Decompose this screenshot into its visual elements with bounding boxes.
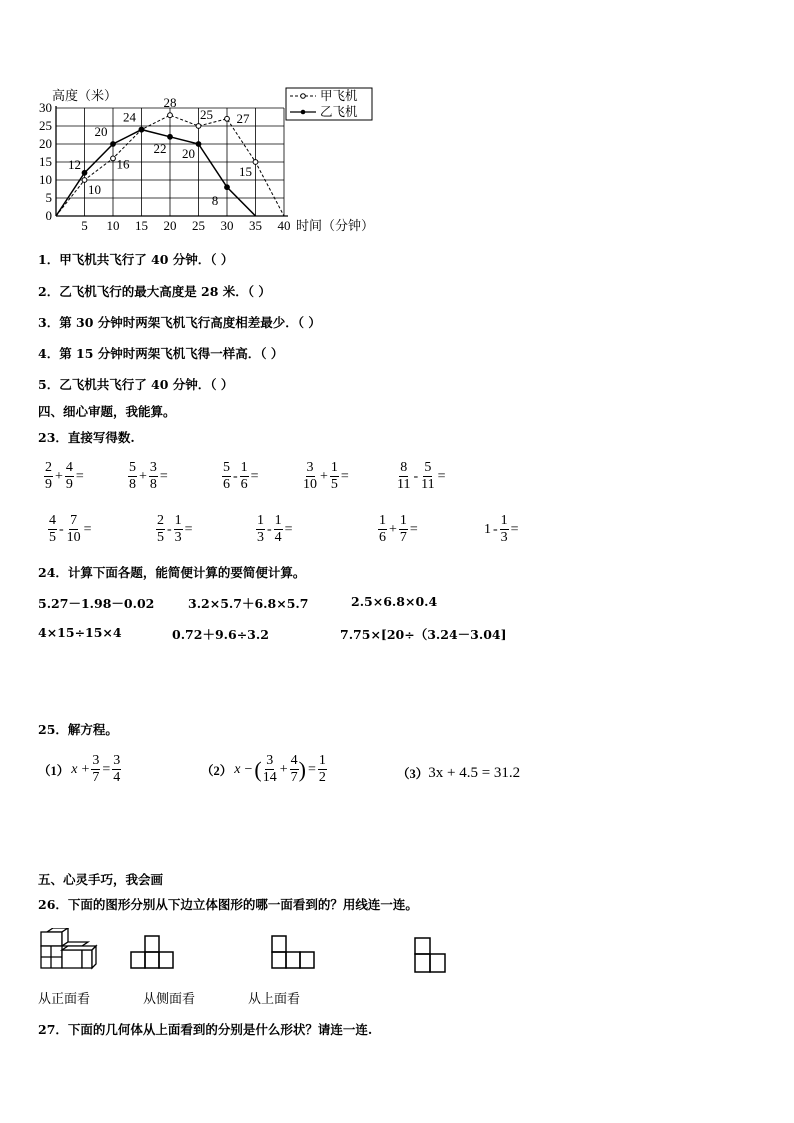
section-5-heading: 五、心灵手巧，我会画: [38, 872, 164, 887]
y-axis-label: 高度（米）: [52, 88, 118, 103]
cube-solid-figure: [38, 928, 100, 974]
series-jia-point: [253, 160, 258, 165]
x-tick-label: 30: [220, 218, 234, 233]
y-tick-label: 30: [39, 100, 52, 115]
question-24: 24．计算下面各题，能简便计算的要简便计算。: [38, 565, 306, 580]
data-label: 10: [88, 182, 101, 197]
y-tick-label: 20: [39, 136, 52, 151]
q23-expression: $\frac{8}{11}$ - $\frac{5}{11}$ =: [397, 460, 446, 492]
q23-expression: $\frac{2}{5}$ - $\frac{1}{3}$ =: [157, 513, 193, 545]
question-26: 26．下面的图形分别从下边立体图形的哪一面看到的？用线连一连。: [38, 897, 418, 912]
q23-expression: $\frac{1}{3}$ - $\frac{1}{4}$ =: [257, 513, 293, 545]
view-shape-b: [270, 934, 320, 972]
data-label: 15: [239, 164, 252, 179]
q23-expression: $\frac{1}{6}$ + $\frac{1}{7}$ =: [379, 513, 418, 545]
q23-expression: 1 - $\frac{1}{3}$ =: [484, 513, 519, 545]
question-25: 25．解方程。: [38, 722, 118, 737]
equation-1: （1） x + $\frac{3}{7}$ = $\frac{3}{4}$: [38, 753, 121, 785]
x-tick-label: 5: [81, 218, 88, 233]
q24-item-2: 3.2×5.7＋6.8×5.7: [188, 596, 309, 611]
view-shape-a: [129, 934, 179, 972]
y-tick-label: 25: [39, 118, 52, 133]
data-label: 16: [116, 156, 130, 172]
data-label: 8: [211, 193, 219, 209]
q23-expression: $\frac{3}{10}$ + $\frac{1}{5}$ =: [303, 460, 349, 492]
chart-grid: [56, 108, 284, 216]
y-tick-label: 15: [39, 154, 52, 169]
chart-legend: [286, 88, 372, 120]
altitude-line-chart: [30, 84, 380, 236]
view-label-front: 从正面看: [38, 992, 91, 1007]
series-jia-point: [196, 124, 201, 129]
x-tick-label: 15: [135, 218, 148, 233]
series-jia-point: [111, 156, 116, 161]
y-tick-label: 0: [45, 208, 52, 223]
x-tick-label: 20: [163, 218, 177, 233]
x-tick-label: 40: [277, 218, 291, 233]
var-x: x: [71, 761, 78, 777]
data-label: 28: [163, 95, 177, 111]
x-axis-label: 时间（分钟）: [296, 218, 375, 233]
series-jia-point: [168, 113, 173, 118]
series-yi-point: [111, 142, 116, 147]
series-yi-point: [168, 134, 173, 139]
judge-item-1: 1．甲飞机共飞行了 40 分钟．（ ）: [38, 252, 234, 267]
q24-item-5: 0.72＋9.6÷3.2: [172, 627, 269, 642]
q24-item-6: 7.75×[20÷（3.24－3.04]: [340, 627, 507, 642]
judge-item-5: 5．乙飞机共飞行了 40 分钟．（ ）: [38, 377, 234, 392]
q23-expression: $\frac{5}{6}$ - $\frac{1}{6}$ =: [223, 460, 259, 492]
series-yi-point: [82, 170, 87, 175]
series-jia-point: [82, 178, 87, 183]
y-tick-label: 5: [45, 190, 52, 205]
data-label: 24: [123, 109, 136, 125]
equation-3-label: （3）: [397, 767, 429, 781]
legend-jia: 甲飞机: [320, 89, 358, 103]
q23-expression: $\frac{5}{8}$ + $\frac{3}{8}$ =: [129, 460, 168, 492]
view-label-side: 从侧面看: [143, 992, 196, 1007]
q24-item-3: 2.5×6.8×0.4: [351, 594, 438, 609]
data-label: 20: [182, 146, 195, 161]
y-tick-label: 10: [39, 172, 52, 187]
series-yi-point: [139, 127, 144, 132]
question-23: 23．直接写得数.: [38, 430, 135, 445]
data-label: 12: [68, 156, 81, 172]
series-yi-point: [225, 185, 230, 190]
section-4-heading: 四、细心审题，我能算。: [38, 404, 176, 419]
series-yi-point: [196, 142, 201, 147]
view-shape-c: [413, 934, 449, 976]
equation-3: （3） 3x + 4.5 = 31.2: [397, 764, 521, 781]
q24-item-1: 5.27－1.98－0.02: [38, 596, 155, 611]
judge-item-4: 4．第 15 分钟时两架飞机飞得一样高．（ ）: [38, 346, 284, 361]
data-label: 20: [94, 124, 108, 139]
q23-expression: $\frac{4}{5}$ - $\frac{7}{10}$ =: [49, 513, 92, 545]
question-27: 27．下面的几何体从上面看到的分别是什么形状？请连一连.: [38, 1022, 373, 1037]
data-label: 25: [200, 107, 213, 122]
x-tick-label: 25: [192, 218, 205, 233]
x-tick-label: 35: [249, 218, 262, 233]
data-label: 22: [153, 140, 167, 156]
series-jia-point: [225, 116, 230, 121]
x-tick-label: 10: [106, 218, 120, 233]
equation-2: （2） x − ( $\frac{3}{14}$ + $\frac{4}{7}$ ) = $\frac{1}{2}$: [201, 753, 326, 785]
data-label: 27: [236, 110, 250, 126]
legend-yi: 乙飞机: [320, 105, 358, 119]
judge-item-2: 2．乙飞机飞行的最大高度是 28 米．（ ）: [38, 284, 271, 299]
view-label-top: 从上面看: [248, 992, 301, 1007]
q23-expression: $\frac{2}{9}$ + $\frac{4}{9}$ =: [45, 460, 84, 492]
equation-2-label: （2）: [201, 763, 233, 778]
judge-item-3: 3．第 30 分钟时两架飞机飞行高度相差最少．（ ）: [38, 315, 321, 330]
q24-item-4: 4×15÷15×4: [38, 625, 122, 640]
equation-1-label: （1）: [38, 763, 70, 778]
